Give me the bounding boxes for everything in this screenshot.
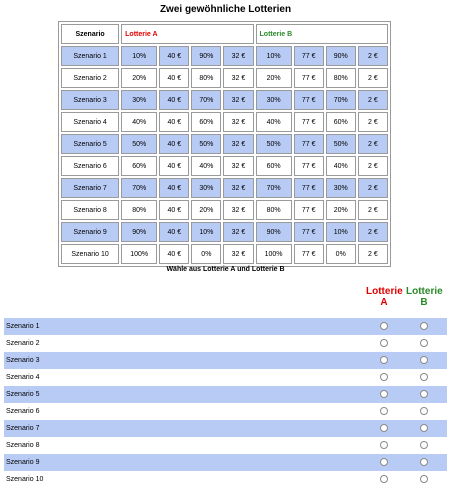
table-cell: 10%: [191, 222, 221, 242]
table-cell: 30%: [326, 178, 356, 198]
table-cell: 32 €: [223, 90, 253, 110]
table-row: [61, 90, 388, 110]
scenario-cell: Szenario 7: [61, 178, 119, 198]
choice-row: [4, 454, 447, 471]
table-cell: 77 €: [294, 134, 324, 154]
table-cell: 2 €: [358, 244, 388, 264]
radio-lottery-b[interactable]: [420, 424, 428, 432]
choice-scenario-label: Szenario 7: [6, 425, 40, 432]
table-cell: 77 €: [294, 200, 324, 220]
radio-lottery-a[interactable]: [380, 322, 388, 330]
scenario-cell: Szenario 8: [61, 200, 119, 220]
choice-scenario-label: Szenario 8: [6, 442, 40, 449]
table-cell: 10%: [326, 222, 356, 242]
table-cell: 40 €: [159, 134, 189, 154]
choice-row: [4, 335, 447, 352]
table-row: [61, 68, 388, 88]
lottery-table-body: [61, 46, 388, 264]
table-row: [61, 46, 388, 66]
table-cell: 32 €: [223, 134, 253, 154]
table-cell: 50%: [326, 134, 356, 154]
table-cell: 40 €: [159, 112, 189, 132]
table-cell: 30%: [191, 178, 221, 198]
radio-lottery-b[interactable]: [420, 458, 428, 466]
table-cell: 77 €: [294, 46, 324, 66]
table-cell: 40%: [326, 156, 356, 176]
radio-lottery-b[interactable]: [420, 373, 428, 381]
table-cell: 20%: [191, 200, 221, 220]
lottery-table: [58, 21, 391, 267]
table-cell: 77 €: [294, 68, 324, 88]
choice-header-b-line2: B: [420, 297, 428, 308]
choice-header-b-line1: Lotterie: [406, 286, 443, 297]
radio-lottery-b[interactable]: [420, 407, 428, 415]
table-cell: 60%: [191, 112, 221, 132]
radio-lottery-a[interactable]: [380, 475, 388, 483]
choice-row: [4, 471, 447, 488]
table-cell: 40%: [191, 156, 221, 176]
table-cell: 77 €: [294, 112, 324, 132]
scenario-cell: Szenario 4: [61, 112, 119, 132]
table-cell: 32 €: [223, 200, 253, 220]
choice-scenario-label: Szenario 6: [6, 408, 40, 415]
choice-row: [4, 386, 447, 403]
table-cell: 20%: [256, 68, 292, 88]
table-cell: 60%: [121, 156, 157, 176]
table-cell: 90%: [326, 46, 356, 66]
table-cell: 40 €: [159, 178, 189, 198]
header-lottery-a: Lotterie A: [121, 24, 253, 44]
scenario-cell: Szenario 9: [61, 222, 119, 242]
table-cell: 2 €: [358, 156, 388, 176]
table-row: [61, 134, 388, 154]
table-cell: 40%: [256, 112, 292, 132]
choice-header-a-line2: A: [380, 297, 388, 308]
choice-scenario-label: Szenario 9: [6, 459, 40, 466]
table-cell: 0%: [191, 244, 221, 264]
table-cell: 70%: [121, 178, 157, 198]
header-scenario: Szenario: [61, 24, 119, 44]
radio-lottery-b[interactable]: [420, 441, 428, 449]
table-cell: 70%: [191, 90, 221, 110]
table-row: [61, 156, 388, 176]
table-cell: 32 €: [223, 222, 253, 242]
table-cell: 0%: [326, 244, 356, 264]
table-cell: 40 €: [159, 200, 189, 220]
choice-scenario-label: Szenario 2: [6, 340, 40, 347]
table-cell: 2 €: [358, 112, 388, 132]
radio-lottery-a[interactable]: [380, 407, 388, 415]
radio-lottery-a[interactable]: [380, 390, 388, 398]
table-cell: 2 €: [358, 178, 388, 198]
table-cell: 80%: [121, 200, 157, 220]
table-cell: 2 €: [358, 134, 388, 154]
table-cell: 10%: [121, 46, 157, 66]
table-cell: 50%: [256, 134, 292, 154]
choice-scenario-label: Szenario 1: [6, 323, 40, 330]
table-cell: 40%: [121, 112, 157, 132]
choice-scenario-label: Szenario 4: [6, 374, 40, 381]
table-cell: 70%: [256, 178, 292, 198]
table-cell: 2 €: [358, 222, 388, 242]
table-cell: 2 €: [358, 68, 388, 88]
choice-instruction: Wähle aus Lotterie A und Lotterie B: [166, 266, 285, 273]
table-cell: 80%: [326, 68, 356, 88]
radio-lottery-a[interactable]: [380, 424, 388, 432]
table-cell: 77 €: [294, 244, 324, 264]
header-lottery-b: Lotterie B: [256, 24, 388, 44]
table-cell: 2 €: [358, 46, 388, 66]
scenario-cell: Szenario 2: [61, 68, 119, 88]
scenario-cell: Szenario 10: [61, 244, 119, 264]
radio-lottery-a[interactable]: [380, 441, 388, 449]
table-cell: 32 €: [223, 156, 253, 176]
page-title: Zwei gewöhnliche Lotterien: [159, 4, 292, 15]
radio-lottery-b[interactable]: [420, 322, 428, 330]
table-cell: 90%: [256, 222, 292, 242]
table-cell: 60%: [326, 112, 356, 132]
table-cell: 20%: [121, 68, 157, 88]
radio-lottery-b[interactable]: [420, 475, 428, 483]
table-cell: 40 €: [159, 222, 189, 242]
table-cell: 90%: [191, 46, 221, 66]
table-cell: 32 €: [223, 112, 253, 132]
scenario-cell: Szenario 5: [61, 134, 119, 154]
table-cell: 50%: [191, 134, 221, 154]
choice-header-a-line1: Lotterie: [366, 286, 403, 297]
scenario-cell: Szenario 3: [61, 90, 119, 110]
choice-scenario-label: Szenario 10: [6, 476, 44, 483]
scenario-cell: Szenario 6: [61, 156, 119, 176]
table-row: [61, 222, 388, 242]
table-cell: 40 €: [159, 156, 189, 176]
table-cell: 32 €: [223, 244, 253, 264]
choice-scenario-label: Szenario 3: [6, 357, 40, 364]
choice-header-lottery-b: [406, 286, 442, 308]
choice-row: [4, 437, 447, 454]
choice-row: [4, 318, 447, 335]
table-cell: 2 €: [358, 200, 388, 220]
table-row: [61, 178, 388, 198]
table-row: [61, 112, 388, 132]
radio-lottery-a[interactable]: [380, 356, 388, 364]
table-cell: 32 €: [223, 68, 253, 88]
choice-header-lottery-a: [366, 286, 402, 308]
table-cell: 100%: [121, 244, 157, 264]
table-cell: 32 €: [223, 46, 253, 66]
choice-list: [4, 318, 447, 488]
table-row: [61, 244, 388, 264]
table-cell: 40 €: [159, 90, 189, 110]
table-cell: 30%: [256, 90, 292, 110]
table-cell: 50%: [121, 134, 157, 154]
choice-row: [4, 403, 447, 420]
scenario-cell: Szenario 1: [61, 46, 119, 66]
choice-scenario-label: Szenario 5: [6, 391, 40, 398]
table-cell: 60%: [256, 156, 292, 176]
table-cell: 80%: [256, 200, 292, 220]
table-cell: 77 €: [294, 222, 324, 242]
table-cell: 80%: [191, 68, 221, 88]
choice-row: [4, 352, 447, 369]
table-cell: 70%: [326, 90, 356, 110]
radio-lottery-a[interactable]: [380, 458, 388, 466]
radio-lottery-b[interactable]: [420, 390, 428, 398]
choice-row: [4, 369, 447, 386]
radio-lottery-a[interactable]: [380, 373, 388, 381]
table-cell: 40 €: [159, 68, 189, 88]
table-cell: 32 €: [223, 178, 253, 198]
table-cell: 77 €: [294, 90, 324, 110]
table-cell: 40 €: [159, 46, 189, 66]
table-row: [61, 200, 388, 220]
table-cell: 40 €: [159, 244, 189, 264]
table-cell: 77 €: [294, 178, 324, 198]
table-cell: 90%: [121, 222, 157, 242]
radio-lottery-b[interactable]: [420, 356, 428, 364]
table-cell: 20%: [326, 200, 356, 220]
radio-lottery-a[interactable]: [380, 339, 388, 347]
radio-lottery-b[interactable]: [420, 339, 428, 347]
table-cell: 10%: [256, 46, 292, 66]
table-cell: 100%: [256, 244, 292, 264]
table-cell: 77 €: [294, 156, 324, 176]
choice-row: [4, 420, 447, 437]
table-cell: 30%: [121, 90, 157, 110]
table-cell: 2 €: [358, 90, 388, 110]
